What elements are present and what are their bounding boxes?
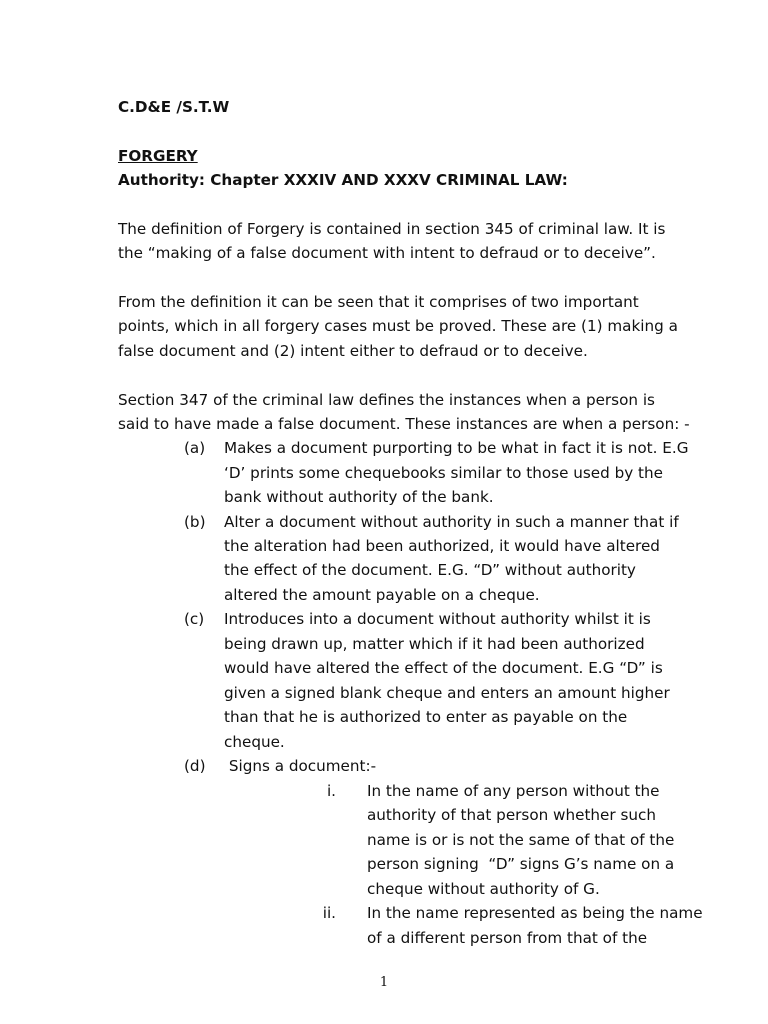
sub-item-line: name is or is not the same of that of the xyxy=(367,831,675,849)
list-item-line: the effect of the document. E.G. “D” without authority xyxy=(224,561,636,579)
sub-item-line: cheque without authority of G. xyxy=(367,880,600,898)
list-item-line: Signs a document:- xyxy=(224,757,377,775)
list-item-label: (a) xyxy=(184,439,206,457)
sub-item-label: i. xyxy=(326,782,336,800)
document-title: FORGERY xyxy=(118,147,198,165)
sub-item-label: ii. xyxy=(322,904,336,922)
sub-item-line: In the name of any person without the xyxy=(367,782,660,800)
list-item-line: than that he is authorized to enter as payable on the xyxy=(224,708,628,726)
paragraph-line: The definition of Forgery is contained in section 345 of criminal law. It is xyxy=(118,220,666,238)
authority-line: Authority: Chapter XXXIV AND XXXV CRIMINAL LAW: xyxy=(118,171,568,189)
list-item-line: Introduces into a document without authority whilst it is xyxy=(224,610,651,628)
list-item-line: the alteration had been authorized, it would have altered xyxy=(224,537,660,555)
list-item-line: being drawn up, matter which if it had been authorized xyxy=(224,635,645,653)
list-item-label: (d) xyxy=(184,757,206,775)
list-item-line: bank without authority of the bank. xyxy=(224,488,494,506)
list-item-line: Alter a document without authority in such a manner that if xyxy=(224,513,679,531)
list-item-label: (c) xyxy=(184,610,205,628)
sub-item-line: of a different person from that of the xyxy=(367,929,648,947)
list-item-line: Makes a document purporting to be what in fact it is not. E.G xyxy=(224,439,689,457)
list-item-line: altered the amount payable on a cheque. xyxy=(224,586,540,604)
list-item-line: given a signed blank cheque and enters an amount higher xyxy=(224,684,670,702)
list-item-line: ‘D’ prints some chequebooks similar to those used by the xyxy=(224,464,663,482)
document-code: C.D&E /S.T.W xyxy=(118,98,230,116)
list-item-line: cheque. xyxy=(224,733,285,751)
sub-item-line: person signing “D” signs G’s name on a xyxy=(367,855,675,873)
list-item-line: would have altered the effect of the document. E.G “D” is xyxy=(224,659,663,677)
list-item-label: (b) xyxy=(184,513,206,531)
paragraph-line: the “making of a false document with intent to defraud or to deceive”. xyxy=(118,244,656,262)
sub-item-line: authority of that person whether such xyxy=(367,806,656,824)
page-number: 1 xyxy=(379,975,389,990)
sub-item-line: In the name represented as being the name xyxy=(367,904,703,922)
paragraph-line: false document and (2) intent either to defraud or to deceive. xyxy=(118,342,588,360)
paragraph-line: Section 347 of the criminal law defines the instances when a person is xyxy=(118,391,655,409)
paragraph-line: From the definition it can be seen that it comprises of two important xyxy=(118,293,639,311)
paragraph-line: points, which in all forgery cases must be proved. These are (1) making a xyxy=(118,317,678,335)
paragraph-line: said to have made a false document. These instances are when a person: - xyxy=(118,415,690,433)
